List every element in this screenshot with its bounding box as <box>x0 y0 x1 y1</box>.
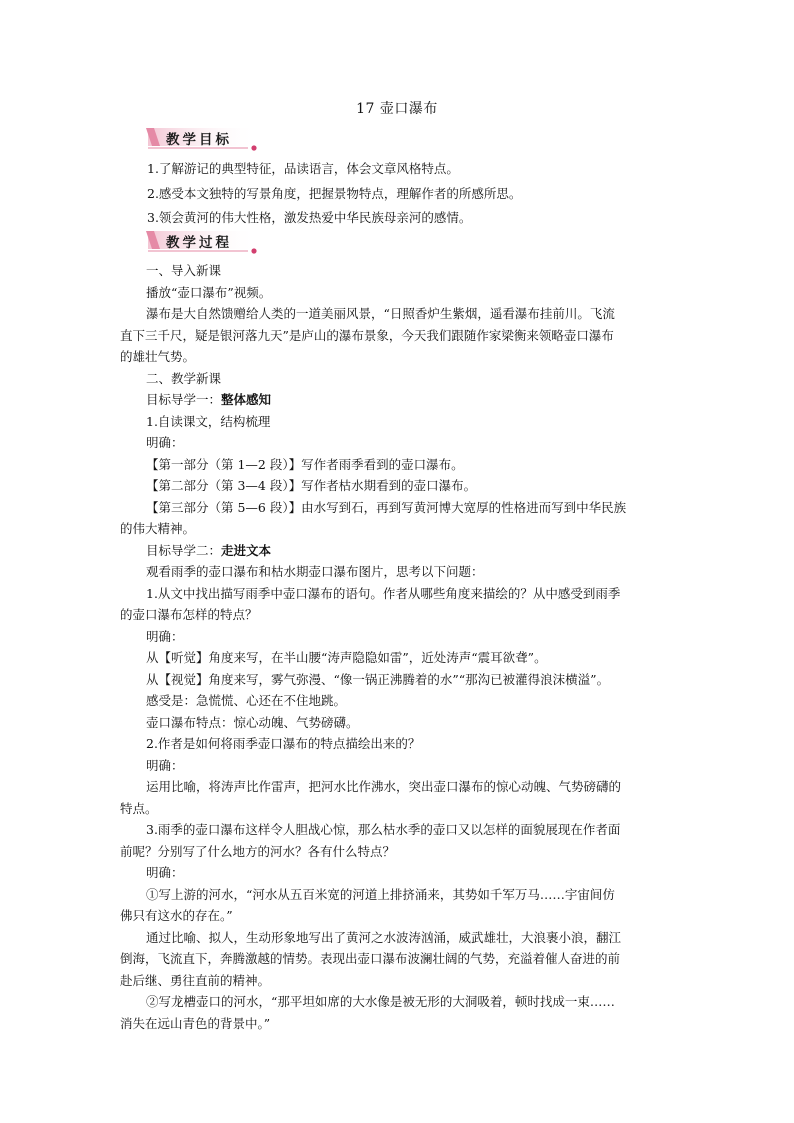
process-header-label: 教学过程 <box>166 235 232 251</box>
paragraph-line: 观看雨季的壶口瀑布和枯水期壶口瀑布图片，思考以下问题： <box>146 564 484 579</box>
paragraph-line: 壶口瀑布特点：惊心动魄、气势磅礴。 <box>146 714 359 730</box>
goal-item: 1.了解游记的典型特征，品读语言，体会文章风格特点。 <box>147 161 459 176</box>
guide-topic: 走进文本 <box>221 542 272 558</box>
paragraph-line: 播放“壶口瀑布”视频。 <box>146 284 272 300</box>
section-header-process <box>144 229 274 255</box>
goal-guide-1 <box>120 389 676 411</box>
goal-item: 3.领会黄河的伟大性格，激发热爱中华民族母亲河的感情。 <box>147 210 472 225</box>
paragraph-line: 佛只有这水的存在。” <box>120 908 233 923</box>
paragraph-line: ①写上游的河水，“河水从五百米宽的河道上排挤涌来，其势如千军万马……宇宙间仿 <box>146 886 615 902</box>
heading-intro: 一、导入新课 <box>146 263 222 278</box>
question-line: 的壶口瀑布怎样的特点？ <box>120 607 258 622</box>
heading-new-lesson: 二、教学新课 <box>146 370 222 386</box>
paragraph-line: 消失在远山青色的背景中。” <box>120 1015 271 1031</box>
answer-label: 明确： <box>146 865 184 880</box>
question-line: 2.作者是如何将雨季壶口瀑布的特点描绘出来的？ <box>146 736 421 751</box>
paragraph-line: 感受是：急慌慌、心还在不住地跳。 <box>146 693 347 708</box>
paragraph-line: 运用比喻，将涛声比作雷声，把河水比作沸水，突出壶口瀑布的惊心动魄、气势磅礴的 <box>146 779 622 794</box>
paragraph-line: ②写龙槽壶口的河水，“那平坦如席的大水像是被无形的大洞吸着，顿时找成一束…… <box>146 994 615 1009</box>
answer-label: 明确： <box>146 757 184 773</box>
goal-guide-2 <box>120 540 676 562</box>
body-text <box>120 260 676 1034</box>
paragraph-line: 【第二部分（第 3—4 段）】写作者枯水期看到的壶口瀑布。 <box>146 478 477 493</box>
question-line: 前呢？分别写了什么地方的河水？各有什么特点？ <box>120 843 396 859</box>
question-line: 1.从文中找出描写雨季中壶口瀑布的语句。作者从哪些角度来描绘的？从中感受到雨季 <box>146 585 621 601</box>
paragraph-line: 的伟大精神。 <box>120 521 196 536</box>
paragraph-line: 特点。 <box>120 800 158 816</box>
paragraph-line: 【第三部分（第 5—6 段）】由水写到石，再到写黄河博大宽厚的性格进而写到中华民族 <box>146 499 627 515</box>
goals-header-label: 教学目标 <box>166 132 232 148</box>
goal-item: 2.感受本文独特的写景角度，把握景物特点，理解作者的所感所思。 <box>147 185 522 201</box>
paragraph-line: 倒海，飞流直下，奔腾激越的情势。表现出壶口瀑布波澜壮阔的气势，充溢着催人奋进的前 <box>120 951 621 966</box>
question-line: 3.雨季的壶口瀑布这样令人胆战心惊，那么枯水季的壶口又以怎样的面貌展现在作者面 <box>146 822 621 837</box>
paragraph-line: 瀑布是大自然馈赠给人类的一道美丽风景，“日照香炉生紫烟，遥看瀑布挂前川。飞流 <box>146 306 615 321</box>
guide-prefix: 目标导学一： <box>146 392 222 407</box>
answer-label: 明确： <box>146 435 184 450</box>
paragraph-line: 1.自读课文，结构梳理 <box>146 413 271 429</box>
paragraph-line: 直下三千尺，疑是银河落九天”是庐山的瀑布景象，今天我们跟随作家梁衡来领略壶口瀑布 <box>120 327 614 343</box>
paragraph-line: 从【听觉】角度来写，在半山腰“涛声隐隐如雷”，近处涛声“震耳欲聋”。 <box>146 650 547 665</box>
page-title: 17 壶口瀑布 <box>356 101 438 117</box>
paragraph-line: 的雄壮气势。 <box>120 349 196 364</box>
section-header-goals <box>144 126 274 152</box>
paragraph-line: 通过比喻、拟人，生动形象地写出了黄河之水波涛汹涌，威武雄壮，大浪裹小浪，翻江 <box>146 929 622 945</box>
answer-label: 明确： <box>146 628 184 644</box>
goals-list <box>147 157 657 231</box>
guide-topic: 整体感知 <box>221 392 272 407</box>
paragraph-line: 从【视觉】角度来写，雾气弥漫、“像一锅正沸腾着的水”“那沟已被灌得浪沫横溢”。 <box>146 671 610 687</box>
guide-prefix: 目标导学二： <box>146 542 222 558</box>
paragraph-line: 【第一部分（第 1—2 段）】写作者雨季看到的壶口瀑布。 <box>146 456 464 472</box>
paragraph-line: 赴后继、勇往直前的精神。 <box>120 972 271 988</box>
